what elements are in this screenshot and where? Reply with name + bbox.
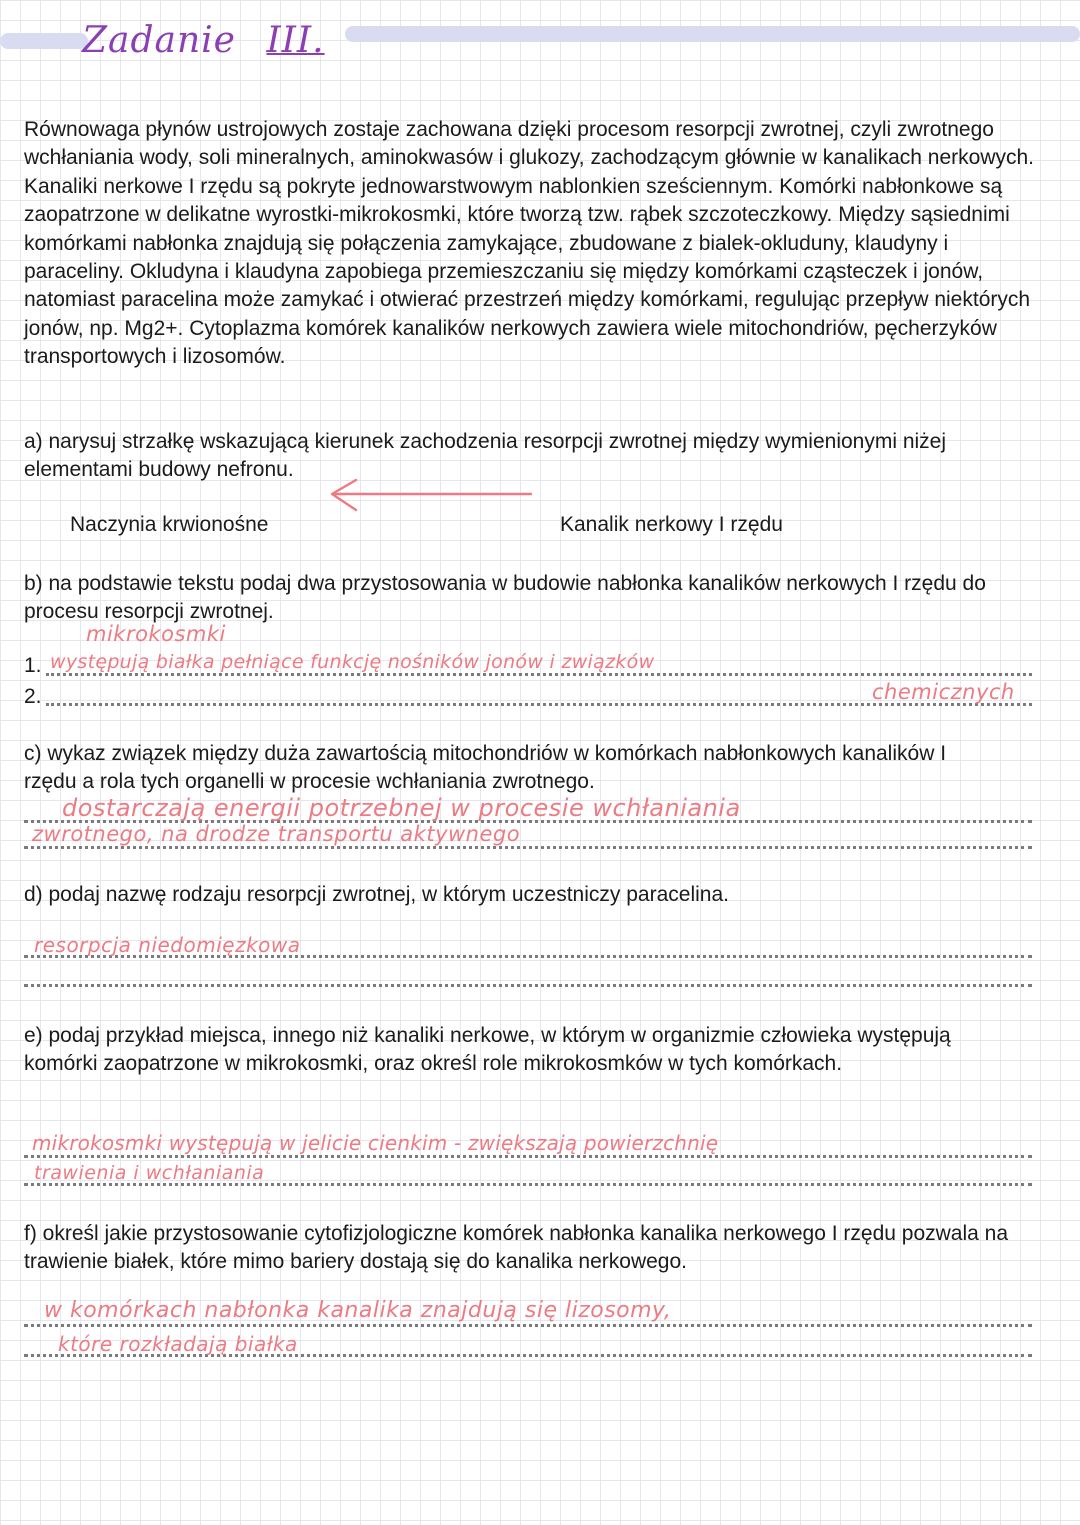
- task-f-hw-line1: w komórkach nabłonka kanalika znajdują się lizosomy,: [44, 1298, 672, 1323]
- label-blood-vessels: Naczynia krwionośne: [70, 513, 269, 536]
- task-d-hw-line1: resorpcja niedomięzkowa: [34, 933, 301, 957]
- task-e-hw-line2: trawienia i wchłaniania: [34, 1162, 265, 1184]
- arrow-left-icon: [326, 474, 536, 516]
- header-bar-left: [0, 33, 88, 49]
- answer-line: [24, 1155, 1032, 1158]
- title-word: Zadanie: [82, 20, 236, 61]
- task-c-question: c) wykaz związek między duża zawartością mitochondriów w komórkach nabłonkowych kanalików I rzędu a rola tych organelli w procesie wchłaniania zwrotnego.: [24, 742, 947, 794]
- answer-line: [46, 673, 1032, 676]
- title-number: III.: [266, 20, 325, 61]
- task-d-question: d) podaj nazwę rodzaju resorpcji zwrotnej, w którym uczestniczy paracelina.: [24, 883, 729, 906]
- task-b-question: b) na podstawie tekstu podaj dwa przystosowania w budowie nabłonka kanalików nerkowych I rzędu do procesu resorpcji zwrotnej.: [24, 572, 986, 624]
- answer-line: [24, 846, 1032, 849]
- task-b-line1-number: 1.: [24, 654, 42, 677]
- task-e-question: e) podaj przykład miejsca, innego niż kanaliki nerkowe, w którym w organizmie człowieka występują komórki zaopatrzone w mikrokosmki, oraz określ role mikrokosmków w tych komórkach.: [24, 1024, 951, 1076]
- task-f-question: f) określ jakie przystosowanie cytofizjologiczne komórek nabłonka kanalika nerkowego I rzędu pozwala na trawienie białek, które mimo bariery dostają się do kanalika nerkowego.: [24, 1222, 1009, 1274]
- label-kidney-tubule: Kanalik nerkowy I rzędu: [560, 513, 783, 536]
- task-b-hw-above: mikrokosmki: [86, 622, 226, 646]
- header-bar-right: [345, 26, 1080, 42]
- page-title: [82, 20, 325, 61]
- task-c-hw-line1: dostarczają energii potrzebnej w procesie wchłaniania: [62, 794, 741, 822]
- task-b-hw-line1: występują białka pełniące funkcję nośników jonów i związków: [50, 651, 655, 673]
- answer-line: [24, 984, 1032, 987]
- task-a-question: a) narysuj strzałkę wskazującą kierunek zachodzenia resorpcji zwrotnej między wymienionymi niżej elementami budowy nefronu.: [24, 430, 947, 482]
- task-f-hw-line2: które rozkładają białka: [58, 1332, 298, 1356]
- task-e-hw-line1: mikrokosmki występują w jelicie cienkim - zwiększają powierzchnię: [32, 1131, 719, 1155]
- intro-paragraph: Równowaga płynów ustrojowych zostaje zachowana dzięki procesom resorpcji zwrotnej, czyli zwrotnego wchłaniania wody, soli mineralnych, aminokwasów i glukozy, zachodzącym głównie w kanalikach nerkowych. Kanaliki nerkowe I rzędu są pokryte jednowarstwowym nablonkien sześciennym. Komórki nabłonkowe są zaopatrzone w delikatne wyrostki-mikrokosmki, które tworzą tzw. rąbek szczoteczkowy. Między sąsiednimi komórkami nabłonka znajdują się połączenia zamykające, zbudowane z bialek-okluduny, klaudyny i paraceliny. Okludyna i klaudyna zapobiega przemieszczaniu się między komórkami cząsteczek i jonów, natomiast paracelina może zamykać i otwierać przestrzeń między komórkami, regulując przepływ niektórych jonów, np. Mg2+. Cytoplazma komórek kanalików nerkowych zawiera wiele mitochondriów, pęcherzyków transportowych i lizosomów.: [24, 118, 1035, 369]
- task-b-hw-line2: chemicznych: [872, 680, 1015, 704]
- task-c-hw-line2: zwrotnego, na drodze transportu aktywnego: [32, 822, 521, 846]
- answer-line: [24, 1324, 1032, 1327]
- task-b-line2-number: 2.: [24, 685, 42, 708]
